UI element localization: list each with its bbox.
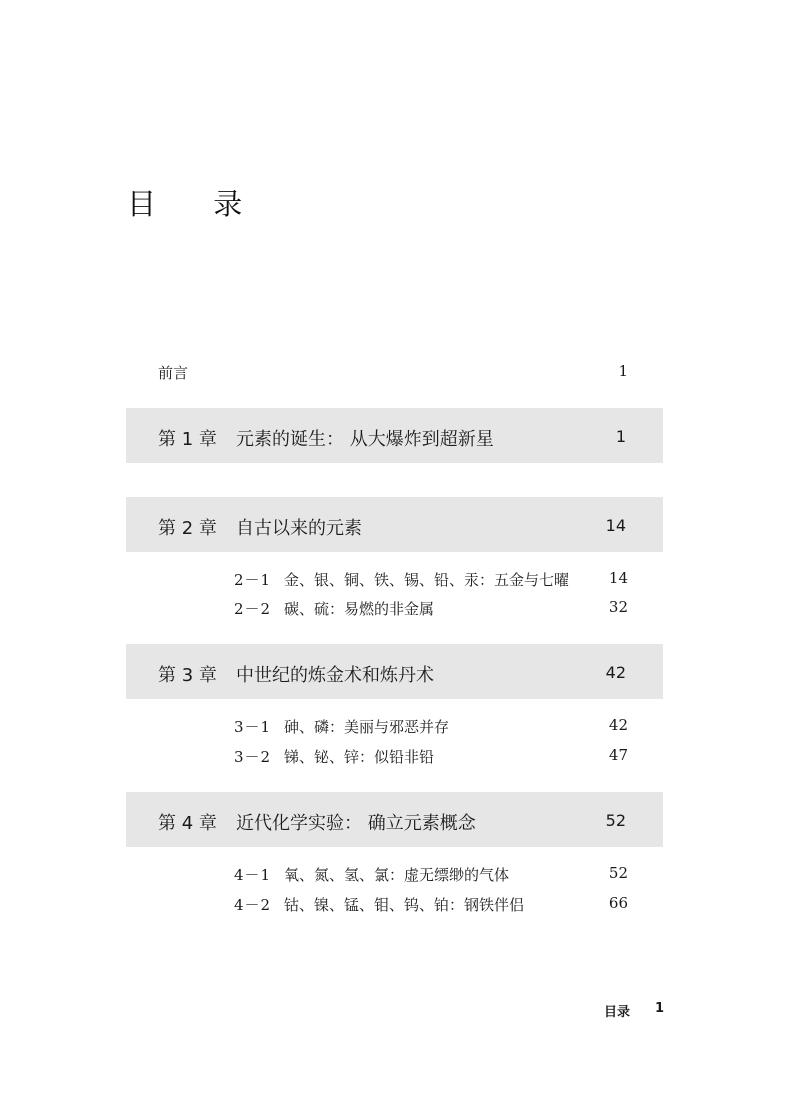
section-title: 锑、铋、锌：似铅非铅: [284, 748, 435, 766]
chapter-1-heading[interactable]: [126, 408, 663, 463]
section-title: 碳、硫：易燃的非金属: [284, 600, 435, 618]
section-page: 47: [608, 746, 628, 764]
chapter-page: 52: [605, 811, 626, 830]
section-number: 3－1: [234, 718, 272, 736]
section-number: 2－1: [234, 571, 272, 589]
section-title: 砷、磷：美丽与邪恶并存: [284, 718, 450, 736]
section-3-1[interactable]: [234, 716, 628, 738]
chapter-page: 14: [605, 516, 626, 535]
chapter-number: 第 3 章: [158, 665, 217, 686]
chapter-title: 近代化学实验： 确立元素概念: [236, 813, 476, 834]
chapter-4-heading[interactable]: [126, 792, 663, 847]
chapter-page: 1: [615, 427, 626, 446]
section-number: 4－1: [234, 866, 272, 884]
section-title: 钴、镍、锰、钼、钨、铂：钢铁伴侣: [284, 896, 525, 914]
chapter-number: 第 2 章: [158, 518, 217, 539]
section-page: 14: [608, 569, 628, 587]
chapter-title: 元素的诞生： 从大爆炸到超新星: [236, 429, 494, 450]
chapter-2-heading[interactable]: [126, 497, 663, 552]
section-2-1[interactable]: [234, 569, 628, 591]
section-title: 金、银、铜、铁、锡、铅、汞：五金与七曜: [284, 571, 570, 589]
chapter-number: 第 1 章: [158, 429, 217, 450]
preface-page: 1: [618, 362, 628, 380]
footer-label: 目录: [604, 1005, 631, 1020]
section-page: 66: [608, 894, 628, 912]
section-number: 4－2: [234, 896, 272, 914]
chapter-3-heading[interactable]: [126, 644, 663, 699]
chapter-title: 自古以来的元素: [236, 518, 362, 539]
chapter-title: 中世纪的炼金术和炼丹术: [236, 665, 434, 686]
page-title: 目 录: [127, 187, 267, 221]
section-page: 42: [608, 716, 628, 734]
section-number: 2－2: [234, 600, 272, 618]
footer-page-number: 1: [654, 1001, 664, 1016]
section-3-2[interactable]: [234, 746, 628, 768]
section-title: 氧、氮、氢、氯：虚无缥缈的气体: [284, 866, 510, 884]
section-page: 52: [608, 864, 628, 882]
page-footer: [604, 1001, 664, 1021]
section-number: 3－2: [234, 748, 272, 766]
toc-entry-preface[interactable]: [158, 362, 628, 384]
section-page: 32: [608, 598, 628, 616]
section-4-2[interactable]: [234, 894, 628, 916]
chapter-page: 42: [605, 663, 626, 682]
section-2-2[interactable]: [234, 598, 628, 620]
section-4-1[interactable]: [234, 864, 628, 886]
preface-label: 前言: [158, 364, 189, 382]
chapter-number: 第 4 章: [158, 813, 217, 834]
